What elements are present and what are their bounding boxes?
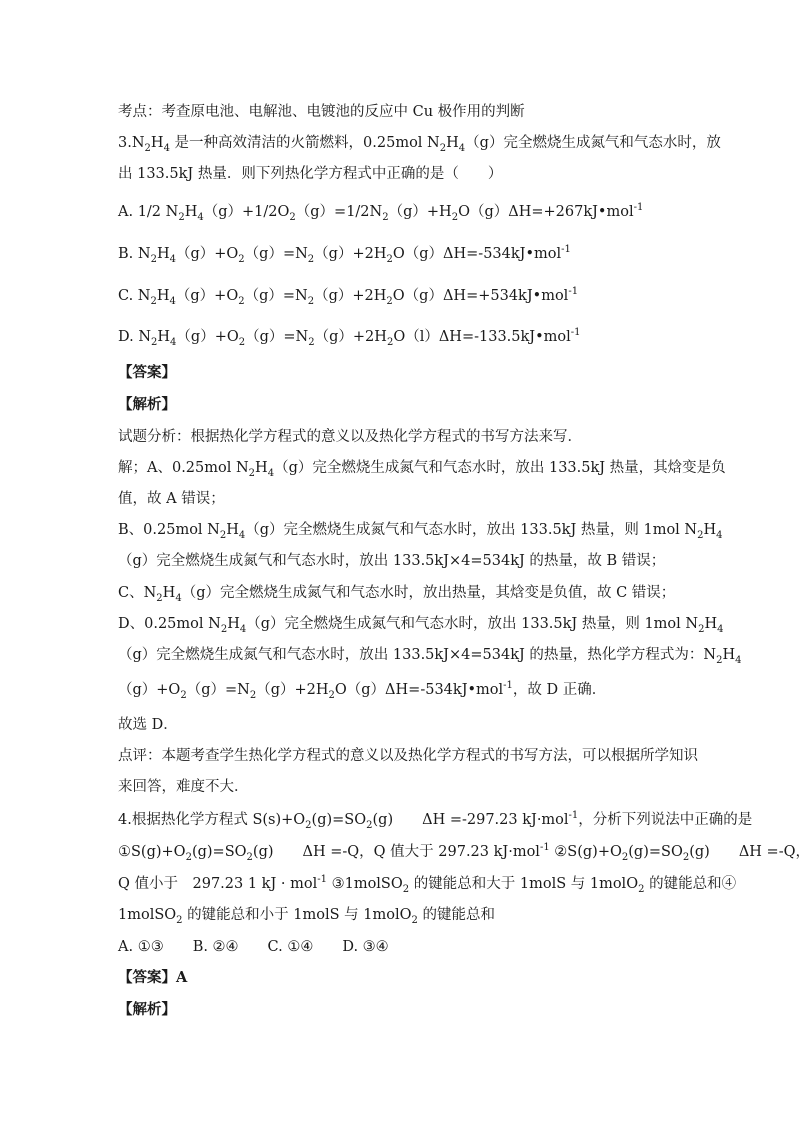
text-line-2: $3.N_2H_4$ 是一种高效清洁的火箭燃料，0.25mol $N_2H_4(g)$完全燃烧生成氮气和气态水时，放 — [118, 135, 721, 154]
text-line-20: 点评：本题考查学生热化学方程式的意义以及热化学方程式的书写方法，可以根据所学知识 — [118, 748, 698, 764]
text-line-22: 4.根据热化学方程式 $S(s)+O_2(g)=SO_2(g)$ ΔH =-297.23 kJ·mol$^{-1}$，分析下列说法中正确的是 — [118, 810, 753, 831]
text-line-11: 解；A、0.25mol $N_2H_4(g)$完全燃烧生成氮气和气态水时，放出 133.5kJ 热量，其焓变是负 — [118, 460, 726, 479]
text-line-3: 出 133.5kJ 热量．则下列热化学方程式中正确的是（ ） — [118, 166, 503, 182]
text-line-9: 【解析】 — [118, 396, 176, 413]
text-line-13: B、0.25mol $N_2H_4(g)$完全燃烧生成氮气和气态水时，放出 133.5kJ 热量，则 1mol $N_2H_4$ — [118, 522, 723, 541]
text-line-1: 考点：考查原电池、电解池、电镀池的反应中 Cu 极作用的判断 — [118, 104, 525, 120]
text-line-19: 故选 D． — [118, 717, 178, 733]
text-line-26: A. ①③ B. ②④ C. ①④ D. ③④ — [118, 939, 389, 955]
text-line-15: C、$N_2H_4(g)$完全燃烧生成氮气和气态水时，放出热量，其焓变是负值，故 C 错误； — [118, 585, 676, 604]
text-line-16: D、0.25mol $N_2H_4(g)$完全燃烧生成氮气和气态水时，放出 133.5kJ 热量，则 1mol $N_2H_4$ — [118, 616, 724, 635]
text-line-14: （g）完全燃烧生成氮气和气态水时，放出 133.5kJ×4=534kJ 的热量，故 B 错误； — [118, 553, 666, 569]
text-line-8: 【答案】 — [118, 364, 176, 381]
text-line-6: C. $N_2H_4(g)+O_2(g)=N_2(g)+2H_2O(g)\Delta H=+534kJ•mol^{-1}$ — [118, 286, 579, 307]
text-line-5: B. $N_2H_4(g)+O_2(g)=N_2(g)+2H_2O(g)\Delta H=-534kJ•mol^{-1}$ — [118, 244, 571, 265]
text-line-17: （g）完全燃烧生成氮气和气态水时，放出 133.5kJ×4=534kJ 的热量，热化学方程式为：$N_2H_4$ — [118, 647, 742, 666]
text-line-10: 试题分析：根据热化学方程式的意义以及热化学方程式的书写方法来写． — [118, 429, 582, 445]
text-line-4: A. 1/2 $N_2H_4(g)+1/2O_2(g)=1/2N_2(g)+H_2O(g)\Delta H=+267kJ•mol^{-1}$ — [118, 202, 644, 223]
text-line-23: $①S(g)+O_2(g)=SO_2(g)$ ΔH =-Q，Q 值大于 297.23 kJ·mol$^{-1}$ $②S(g)+O_2(g)=SO_2(g)$ ΔH =-Q， — [118, 842, 810, 863]
text-line-21: 来回答，难度不大． — [118, 779, 249, 795]
text-line-27: 【答案】A — [118, 969, 188, 986]
text-line-7: D. $N_2H_4(g)+O_2(g)=N_2(g)+2H_2O(l)\Delta H=-133.5kJ•mol^{-1}$ — [118, 327, 581, 348]
text-line-28: 【解析】 — [118, 1001, 176, 1018]
text-line-12: 值，故 A 错误； — [118, 491, 225, 507]
text-line-25: 1molSO$_2$ 的键能总和小于 1molS 与 1molO$_2$ 的键能总和 — [118, 907, 495, 926]
text-line-24: Q 值小于 297.23 1 kJ · mol$^{-1}$ ③1molSO$_2$ 的键能总和大于 1molS 与 1molO$_2$ 的键能总和④ — [118, 874, 737, 895]
text-line-18: $(g)+O_2(g)=N_2(g)+2H_2O(g)\Delta H=-534kJ•mol^{-1}$，故 D 正确． — [118, 680, 607, 701]
